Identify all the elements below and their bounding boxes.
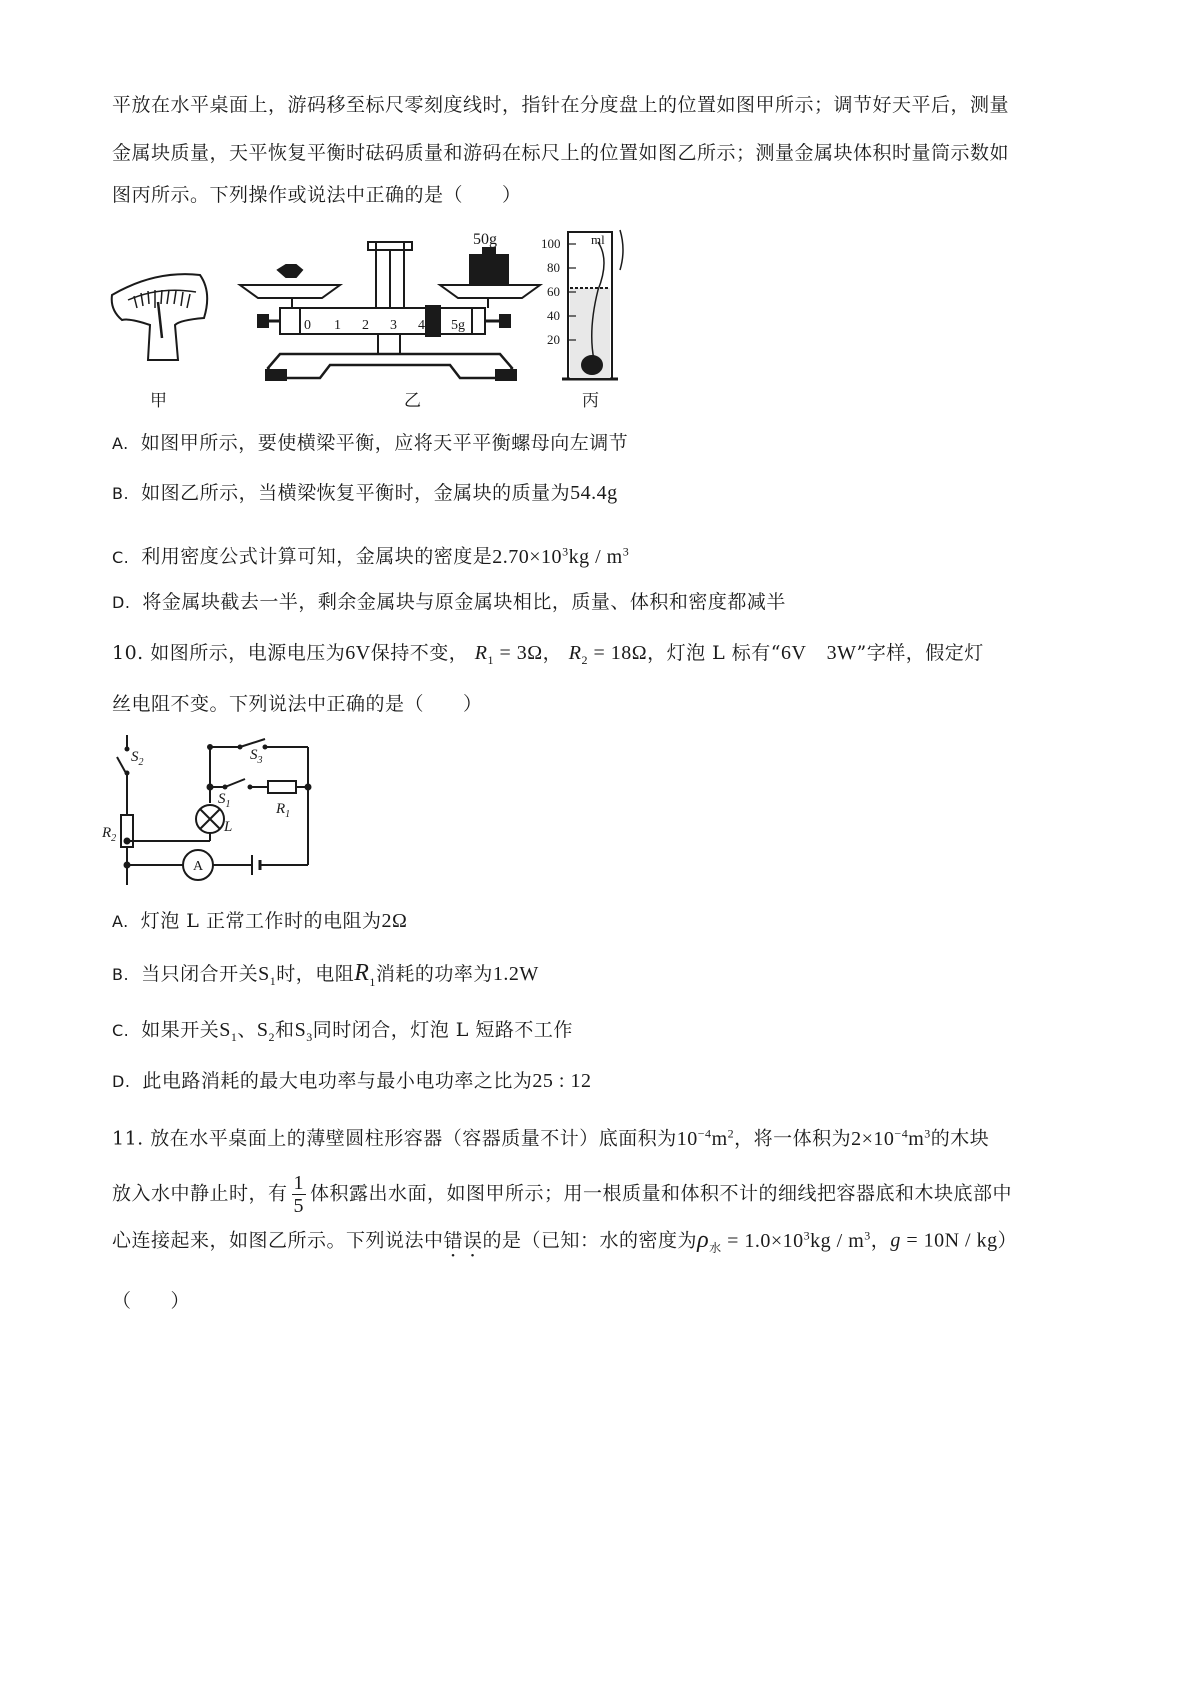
r2-symbol: R — [568, 642, 582, 664]
stem-text: ） — [997, 1229, 1018, 1252]
circuit-figure — [100, 735, 330, 885]
option-text: 时，电阻 — [276, 963, 355, 985]
option-text: 当只闭合开关 — [141, 963, 259, 985]
option-label: D. — [112, 593, 131, 612]
weight-label: 50g — [473, 231, 497, 248]
stem-text: 体积露出水面，如图甲所示；用一根质量和体积不计的细线把容器底和木块底部中 — [310, 1182, 1013, 1205]
q9-stem-line-2: 金属块质量，天平恢复平衡时砝码质量和游码在标尺上的位置如图乙所示；测量金属块体积时量筒示数如 — [112, 142, 1010, 164]
q10-option-d — [112, 1068, 591, 1095]
switch-subscript: 2 — [268, 1030, 276, 1044]
g-value: = 10N / kg — [900, 1229, 998, 1252]
option-text: 和 — [275, 1019, 295, 1041]
stem-text: ”字样，假定灯 — [856, 642, 984, 664]
balance-figure-drawing — [100, 220, 700, 415]
density-exponent: 3 — [562, 544, 569, 558]
gravity-constant — [890, 1230, 997, 1252]
option-text: 利用密度公式计算可知，金属块的密度是 — [141, 545, 493, 568]
option-text: 同时闭合，灯泡 L 短路不工作 — [312, 1019, 573, 1041]
fraction-denominator: 5 — [293, 1195, 305, 1217]
r1-symbol: R — [474, 642, 488, 664]
stem-text: 心连接起来，如图乙所示。下列说法中 — [112, 1229, 444, 1252]
stem-text: 放入水中静止时，有 — [112, 1182, 288, 1205]
rho-unit-exponent: 3 — [864, 1228, 871, 1242]
scale-tick-1: 1 — [334, 318, 341, 333]
weight-50g — [470, 255, 508, 285]
option-label: B. — [112, 484, 130, 503]
q10-stem-line-2: 丝电阻不变。下列说法中正确的是（ ） — [112, 693, 483, 715]
label-s2: $S_2$ — [131, 749, 144, 768]
switch-subscript: 1 — [230, 1030, 238, 1044]
caption-jia: 甲 — [150, 391, 167, 411]
option-label: B. — [112, 965, 130, 984]
switch-s1-blade — [225, 779, 245, 787]
q9-option-d — [112, 589, 786, 616]
g-symbol: g — [890, 1229, 901, 1252]
metal-block — [278, 265, 302, 277]
caption-bing: 丙 — [582, 391, 599, 411]
volume-unit: m — [908, 1127, 925, 1150]
q10-option-c — [112, 1017, 573, 1050]
q11-stem-line-1 — [112, 1120, 989, 1152]
stem-text: ， — [870, 1229, 891, 1252]
q9-option-a — [112, 430, 628, 457]
power-ratio: 25 : 12 — [532, 1070, 592, 1092]
option-text: 将金属块截去一半，剩余金属块与原金属块相比，质量、体积和密度都减半 — [142, 591, 786, 613]
q10-option-a — [112, 908, 407, 935]
option-text: 消耗的功率为 — [375, 963, 493, 985]
density-unit: kg / m — [568, 545, 623, 568]
switch-symbol: S — [294, 1019, 307, 1041]
area-unit-exponent: 2 — [727, 1126, 735, 1140]
label-ammeter: A — [193, 859, 204, 874]
cylinder-unit: ml — [591, 232, 605, 247]
fraction-numerator: 1 — [293, 1172, 305, 1194]
cylinder-tick-100: 100 — [541, 236, 561, 251]
switch-s3-blade — [240, 739, 265, 747]
option-text: 、 — [237, 1019, 257, 1041]
option-text: 如果开关 — [141, 1019, 220, 1041]
caption-yi: 乙 — [404, 391, 421, 411]
label-r2: $R_2$ — [102, 825, 117, 844]
density-unit-exponent: 3 — [622, 544, 630, 558]
q9-option-c — [112, 538, 629, 571]
cylinder-tick-20: 20 — [547, 332, 560, 347]
balance-diagram — [240, 242, 540, 380]
scale-tick-0: 0 — [304, 318, 311, 333]
option-label: C. — [112, 547, 130, 567]
switch-symbol: S — [258, 963, 270, 985]
switch-symbol: S — [256, 1019, 269, 1041]
option-text: 如图乙所示，当横梁恢复平衡时，金属块的质量为 — [141, 482, 571, 504]
scale-tick-4: 4 — [418, 318, 425, 333]
option-label: C. — [112, 1021, 130, 1040]
rho-unit: kg / m — [810, 1229, 865, 1252]
fraction-one-fifth — [292, 1172, 307, 1217]
scale-tick-2: 2 — [362, 318, 369, 333]
resistor-subscript: 1 — [369, 974, 376, 989]
switch-subscript: 1 — [269, 974, 277, 988]
label-s3: $S_3$ — [250, 747, 263, 766]
resistor-r1 — [268, 781, 296, 793]
circuit-drawing — [100, 735, 330, 885]
mass-value: 54.4g — [570, 482, 618, 504]
density-mantissa: 2.70×10 — [492, 545, 563, 568]
power-value: 1.2W — [492, 963, 539, 985]
lamp-rating: 6V 3W — [781, 642, 857, 664]
r2-value: = 18Ω — [587, 642, 648, 664]
q11-stem-line-2 — [112, 1172, 1012, 1217]
cylinder-tick-80: 80 — [547, 260, 560, 275]
block-volume — [851, 1128, 931, 1150]
q9-stem-line-1: 平放在水平桌面上，游码移至标尺零刻度线时，指针在分度盘上的位置如图甲所示；调节好天平后，测量 — [112, 94, 1010, 116]
emphasis-char: 误 — [463, 1229, 483, 1252]
rho-mantissa: = 1.0×10 — [721, 1229, 804, 1252]
switch-subscript: 3 — [306, 1030, 313, 1044]
r1-value: = 3Ω — [494, 642, 543, 664]
stem-text: 的木块 — [930, 1127, 990, 1150]
r2-expression — [568, 642, 648, 667]
switch-s1 — [258, 963, 277, 988]
r1-subscript: 1 — [487, 653, 495, 667]
q11-stem-line-3 — [112, 1222, 1017, 1261]
emphasis-char: 错 — [443, 1229, 464, 1252]
volume-mantissa: 2×10 — [851, 1127, 895, 1150]
density-value — [492, 546, 629, 568]
r1-expression — [474, 642, 543, 667]
rho-exponent: 3 — [803, 1228, 811, 1242]
option-text: 灯泡 L 正常工作时的电阻为 — [140, 910, 382, 932]
q10-option-b — [112, 960, 539, 995]
stem-text: 保持不变， — [370, 642, 469, 664]
rho-subscript: 水 — [709, 1240, 722, 1255]
area-mantissa: 10 — [676, 1127, 698, 1150]
voltage-value: 6V — [345, 642, 371, 664]
resistor-symbol: R — [354, 960, 370, 986]
area-unit: m — [711, 1127, 728, 1150]
switch-s3 — [294, 1019, 313, 1044]
question-number: 11. — [112, 1127, 144, 1150]
option-text: 此电路消耗的最大电功率与最小电功率之比为 — [142, 1070, 533, 1092]
stem-text: 如图所示，电源电压为 — [150, 642, 346, 664]
r2-subscript: 2 — [581, 653, 588, 667]
stem-text: ，将一体积为 — [734, 1127, 852, 1150]
label-r1: $R_1$ — [276, 801, 291, 820]
option-label: D. — [112, 1072, 131, 1091]
q9-option-b — [112, 480, 618, 507]
cylinder-tick-40: 40 — [547, 308, 560, 323]
stem-text: 的是（已知：水的密度为 — [482, 1229, 698, 1252]
q9-stem-line-3: 图丙所示。下列操作或说法中正确的是（ ） — [112, 184, 522, 206]
rho-symbol: ρ — [697, 1226, 710, 1253]
base-area — [677, 1128, 734, 1150]
lamp-resistance: 2Ω — [381, 910, 408, 932]
switch-symbol: S — [219, 1019, 231, 1041]
rider — [426, 306, 440, 336]
metal-block-in-cylinder — [582, 356, 602, 374]
pointer-dial-diagram — [112, 274, 207, 360]
dial-pointer — [158, 302, 162, 338]
area-exponent: −4 — [697, 1126, 712, 1140]
q11-answer-blank: （ ） — [112, 1290, 191, 1312]
q10-stem-line-1: 10. 如图所示，电源电压为6V保持不变， $R_1 = 3\Omega$， $R_2 = 18\Omega$，灯泡 L 标有“6V 3W”字样，假定灯 — [112, 642, 984, 667]
switch-s2 — [256, 1019, 276, 1044]
stem-text: ，灯泡 L 标有“ — [647, 642, 782, 664]
resistor-r1-symbol — [354, 960, 376, 989]
label-lamp: L — [224, 819, 233, 835]
option-label: A. — [112, 912, 129, 931]
scale-tick-5g: 5g — [451, 318, 465, 333]
scale-tick-3: 3 — [390, 318, 397, 333]
stem-text: 放在水平桌面上的薄壁圆柱形容器（容器质量不计）底面积为 — [150, 1127, 677, 1150]
water-density — [697, 1226, 871, 1255]
graduated-cylinder-diagram — [562, 230, 623, 379]
label-s1: $S_1$ — [218, 791, 231, 810]
switch-s1 — [219, 1019, 238, 1044]
option-text: 如图甲所示，要使横梁平衡，应将天平平衡螺母向左调节 — [140, 432, 629, 454]
volume-exponent: −4 — [894, 1126, 909, 1140]
option-label: A. — [112, 434, 129, 453]
balance-figure — [100, 220, 700, 415]
cylinder-tick-60: 60 — [547, 284, 560, 299]
volume-unit-exponent: 3 — [924, 1126, 931, 1140]
question-number: 10. — [112, 642, 144, 664]
